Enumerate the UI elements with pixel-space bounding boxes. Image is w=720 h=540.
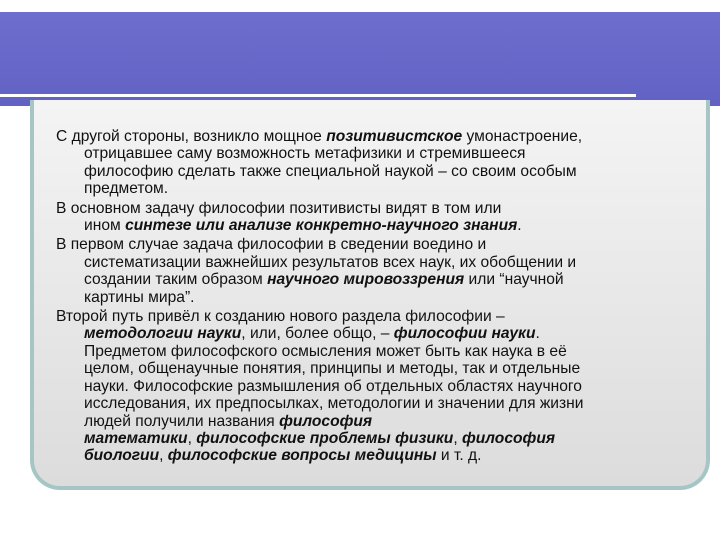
text-run: систематизации важнейших результатов всех наук, их обобщении и xyxy=(84,253,577,271)
paragraph-continuation-line xyxy=(56,325,696,342)
text-run: Второй путь привёл к созданию нового раздела философии – xyxy=(56,308,505,326)
paragraph-continuation-line xyxy=(56,163,696,180)
text-run: или “научной xyxy=(464,271,564,289)
emphasized-term: методологии науки xyxy=(84,325,242,343)
text-run: и т. д. xyxy=(436,447,482,465)
emphasized-term: философия xyxy=(461,429,556,447)
text-run: В первом случае задача философии в сведении воедино и xyxy=(56,236,487,254)
paragraph-continuation-line xyxy=(56,271,696,288)
text-run: создании таким образом xyxy=(84,271,268,289)
paragraph-continuation-line xyxy=(56,343,696,360)
paragraph xyxy=(56,200,696,235)
paragraph-continuation-line xyxy=(56,360,696,377)
text-run: отрицавшее саму возможность метафизики и стремившееся xyxy=(84,145,526,163)
text-run: науки. Философские размышления об отдельных областях научного xyxy=(84,377,582,395)
text-run: целом, общенаучные понятия, принципы и методы, так и отдельные xyxy=(84,360,581,378)
paragraph-continuation-line xyxy=(56,395,696,412)
text-run: , xyxy=(187,429,197,447)
paragraph-continuation-line xyxy=(56,413,696,430)
slide-body-text xyxy=(56,128,696,467)
paragraph-continuation-line xyxy=(56,145,696,162)
paragraph-continuation-line xyxy=(56,180,696,197)
paragraph-continuation-line xyxy=(56,447,696,464)
paragraph-continuation-line xyxy=(56,254,696,271)
paragraph-first-line xyxy=(56,308,696,325)
emphasized-term: философские проблемы физики xyxy=(196,429,454,447)
paragraph-continuation-line xyxy=(56,289,696,306)
text-run: ином xyxy=(84,217,126,235)
text-run: С другой стороны, возникло мощное xyxy=(56,128,327,145)
paragraph xyxy=(56,236,696,306)
text-run: . xyxy=(535,325,540,343)
emphasized-term: философии науки xyxy=(393,325,536,343)
text-run: умонастроение, xyxy=(462,128,583,145)
text-run: картины мира”. xyxy=(84,288,195,306)
paragraph-first-line xyxy=(56,128,696,145)
emphasized-term: биологии xyxy=(84,447,160,465)
text-run: , xyxy=(453,429,462,447)
text-run: исследования, их предпосылках, методологии и значении для жизни xyxy=(84,395,584,413)
text-run: В основном задачу философии позитивисты видят в том или xyxy=(56,199,502,217)
text-run: предметом. xyxy=(84,180,169,198)
text-run: , xyxy=(159,447,168,465)
text-run: философию сделать также специальной наукой – со своим особым xyxy=(84,162,577,180)
text-run: Предметом философского осмысления может быть как наука в её xyxy=(84,342,567,360)
emphasized-term: философия xyxy=(279,412,373,430)
paragraph-first-line xyxy=(56,200,696,217)
title-underline xyxy=(0,94,636,97)
text-run: . xyxy=(517,217,522,235)
paragraph-continuation-line xyxy=(56,217,696,234)
text-run: , или, более общо, – xyxy=(241,325,394,343)
paragraph-continuation-line xyxy=(56,430,696,447)
emphasized-term: философские вопросы медицины xyxy=(167,447,437,465)
emphasized-term: позитивистское xyxy=(326,128,463,145)
paragraph-continuation-line xyxy=(56,378,696,395)
emphasized-term: математики xyxy=(84,429,188,447)
emphasized-term: синтезе или анализе конкретно-научного знания xyxy=(125,217,518,235)
text-run: людей получили названия xyxy=(84,412,280,430)
title-banner xyxy=(0,12,720,106)
emphasized-term: научного мировоззрения xyxy=(267,271,465,289)
paragraph xyxy=(56,308,696,465)
paragraph xyxy=(56,128,696,198)
paragraph-first-line xyxy=(56,236,696,253)
